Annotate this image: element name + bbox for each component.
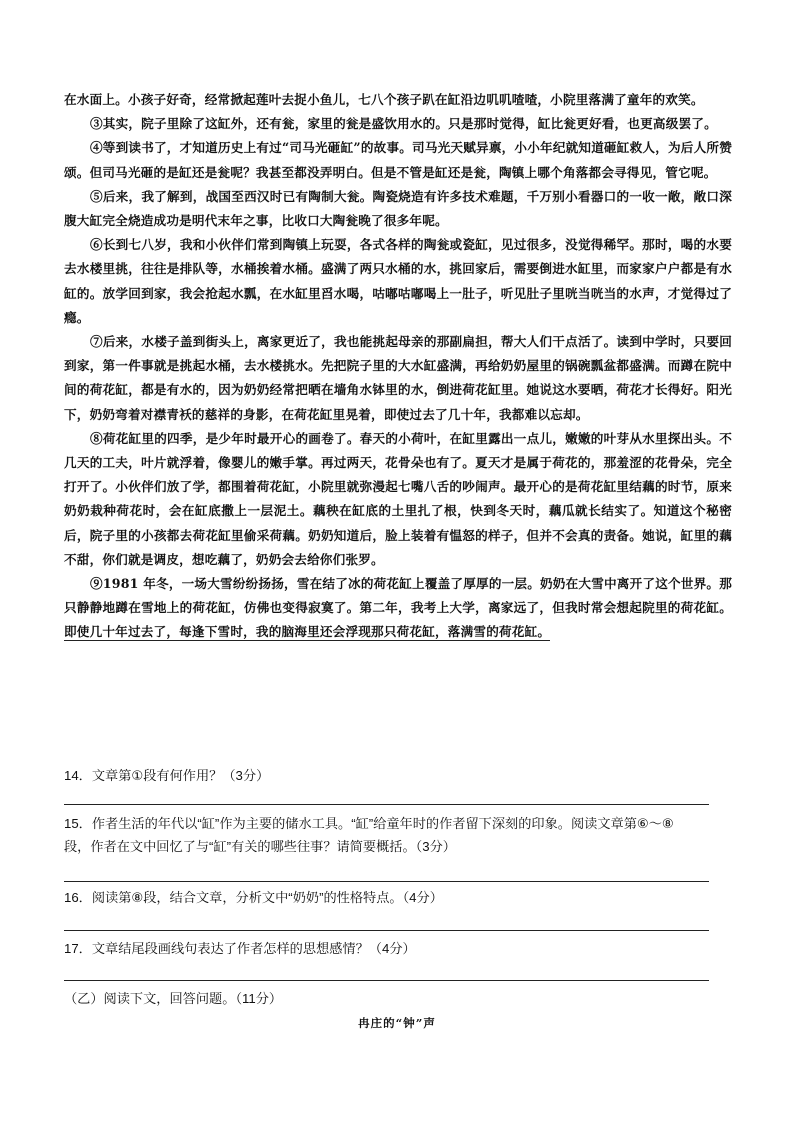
reading-passage bbox=[64, 88, 732, 645]
paragraph-9-text: ⑨1981 年冬，一场大雪纷纷扬扬，雪在结了冰的荷花缸上覆盖了厚厚的一层。奶奶在大雪中离开了这个世界。那只静静地蹲在雪地上的荷花缸，仿佛也变得寂寞了。第二年，我考上大学，离家远了，但我时常会想起院里的荷花缸。 bbox=[64, 576, 732, 616]
paragraph-8: ⑧荷花缸里的四季，是少年时最开心的画卷了。春天的小荷叶，在缸里露出一点儿，嫩嫩的叶芽从水里探出头。不几天的工夫，叶片就浮着，像婴儿的嫩手掌。再过两天，花骨朵也有了。夏天才是属于荷花的，那羞涩的花骨朵，完全打开了。小伙伴们放了学，都围着荷花缸，小院里就弥漫起七嘴八舌的吵闹声。最开心的是荷花缸里结藕的时节，原来奶奶栽种荷花时，会在缸底撒上一层泥土。藕秧在缸底的土里扎了根，快到冬天时，藕瓜就长结实了。知道这个秘密后，院子里的小孩都去荷花缸里偷采荷藕。奶奶知道后，脸上装着有愠怒的样子，但并不会真的责备。她说，缸里的藕不甜，你们就是调皮，想吃藕了，奶奶会去给你们张罗。 bbox=[64, 430, 732, 567]
underlined-sentence: 即使几十年过去了，每逢下雪时，我的脑海里还会浮现那只荷花缸，落满雪的荷花缸。 bbox=[64, 624, 551, 640]
question-15-line-2: 段，作者在文中回忆了与“缸”有关的哪些往事？请简要概括。（3分） bbox=[64, 839, 456, 854]
paragraph-6: ⑥长到七八岁，我和小伙伴们常到陶镇上玩耍，各式各样的陶瓮或瓷缸，见过很多，没觉得稀罕。那时，喝的水要去水楼里挑，往往是排队等，水桶挨着水桶。盛满了两只水桶的水，挑回家后，需要倒进水缸里，而家家户户都是有水缸的。放学回到家，我会抢起水瓢，在水缸里舀水喝，咕嘟咕嘟喝上一肚子，听见肚子里咣当咣当的水声，才觉得过了瘾。 bbox=[64, 237, 732, 325]
next-article-title: 冉庄的“钟”声 bbox=[358, 1016, 436, 1030]
answer-line-16[interactable] bbox=[64, 930, 709, 931]
question-14: 14．文章第①段有何作用？（3分） bbox=[64, 768, 270, 783]
question-15-line-1: 15．作者生活的年代以“缸”作为主要的储水工具。“缸”给童年时的作者留下深刻的印象。阅读文章第⑥～⑧ bbox=[64, 816, 674, 831]
question-15 bbox=[64, 812, 732, 858]
question-16: 16．阅读第⑧段，结合文章，分析文中“奶奶”的性格特点。（4分） bbox=[64, 890, 443, 905]
question-17: 17．文章结尾段画线句表达了作者怎样的思想感情？（4分） bbox=[64, 941, 416, 956]
paragraph-3: ③其实，院子里除了这缸外，还有瓮，家里的瓮是盛饮用水的。只是那时觉得，缸比瓮更好看，也更高级罢了。 bbox=[90, 116, 717, 132]
paragraph-9 bbox=[64, 572, 732, 645]
paragraph-2-continuation: 在水面上。小孩子好奇，经常掀起莲叶去捉小鱼儿，七八个孩子趴在缸沿边叽叽喳喳，小院里落满了童年的欢笑。 bbox=[64, 92, 704, 107]
paragraph-7: ⑦后来，水楼子盖到街头上，离家更近了，我也能挑起母亲的那副扁担，帮大人们干点活了。读到中学时，只要回到家，第一件事就是挑起水桶，去水楼挑水。先把院子里的大水缸盛满，再给奶奶屋里的锅碗瓢盆都盛满。而蹲在院中间的荷花缸，都是有水的，因为奶奶经常把晒在墙角水钵里的水，倒进荷花缸里。她说这水要晒，荷花才长得好。阳光下，奶奶弯着对襟青袄的慈祥的身影，在荷花缸里晃着，即使过去了几十年，我都难以忘却。 bbox=[64, 334, 732, 422]
answer-line-15[interactable] bbox=[64, 881, 709, 882]
answer-line-17[interactable] bbox=[64, 980, 709, 981]
section-b-instruction: （乙）阅读下文，回答问题。（11分） bbox=[64, 991, 283, 1006]
paragraph-4: ④等到读书了，才知道历史上有过“司马光砸缸”的故事。司马光天赋异禀，小小年纪就知道砸缸救人，为后人所赞颂。但司马光砸的是缸还是瓮呢？我甚至都没弄明白。但是不管是缸还是瓮，陶镇上哪个角落都会寻得见，管它呢。 bbox=[64, 140, 732, 180]
paragraph-5: ⑤后来，我了解到，战国至西汉时已有陶制大瓮。陶瓷烧造有许多技术难题，千万别小看器口的一收一敞，敞口深腹大缸完全烧造成功是明代末年之事，比收口大陶瓮晚了很多年呢。 bbox=[64, 188, 732, 229]
answer-line-14[interactable] bbox=[64, 804, 709, 805]
